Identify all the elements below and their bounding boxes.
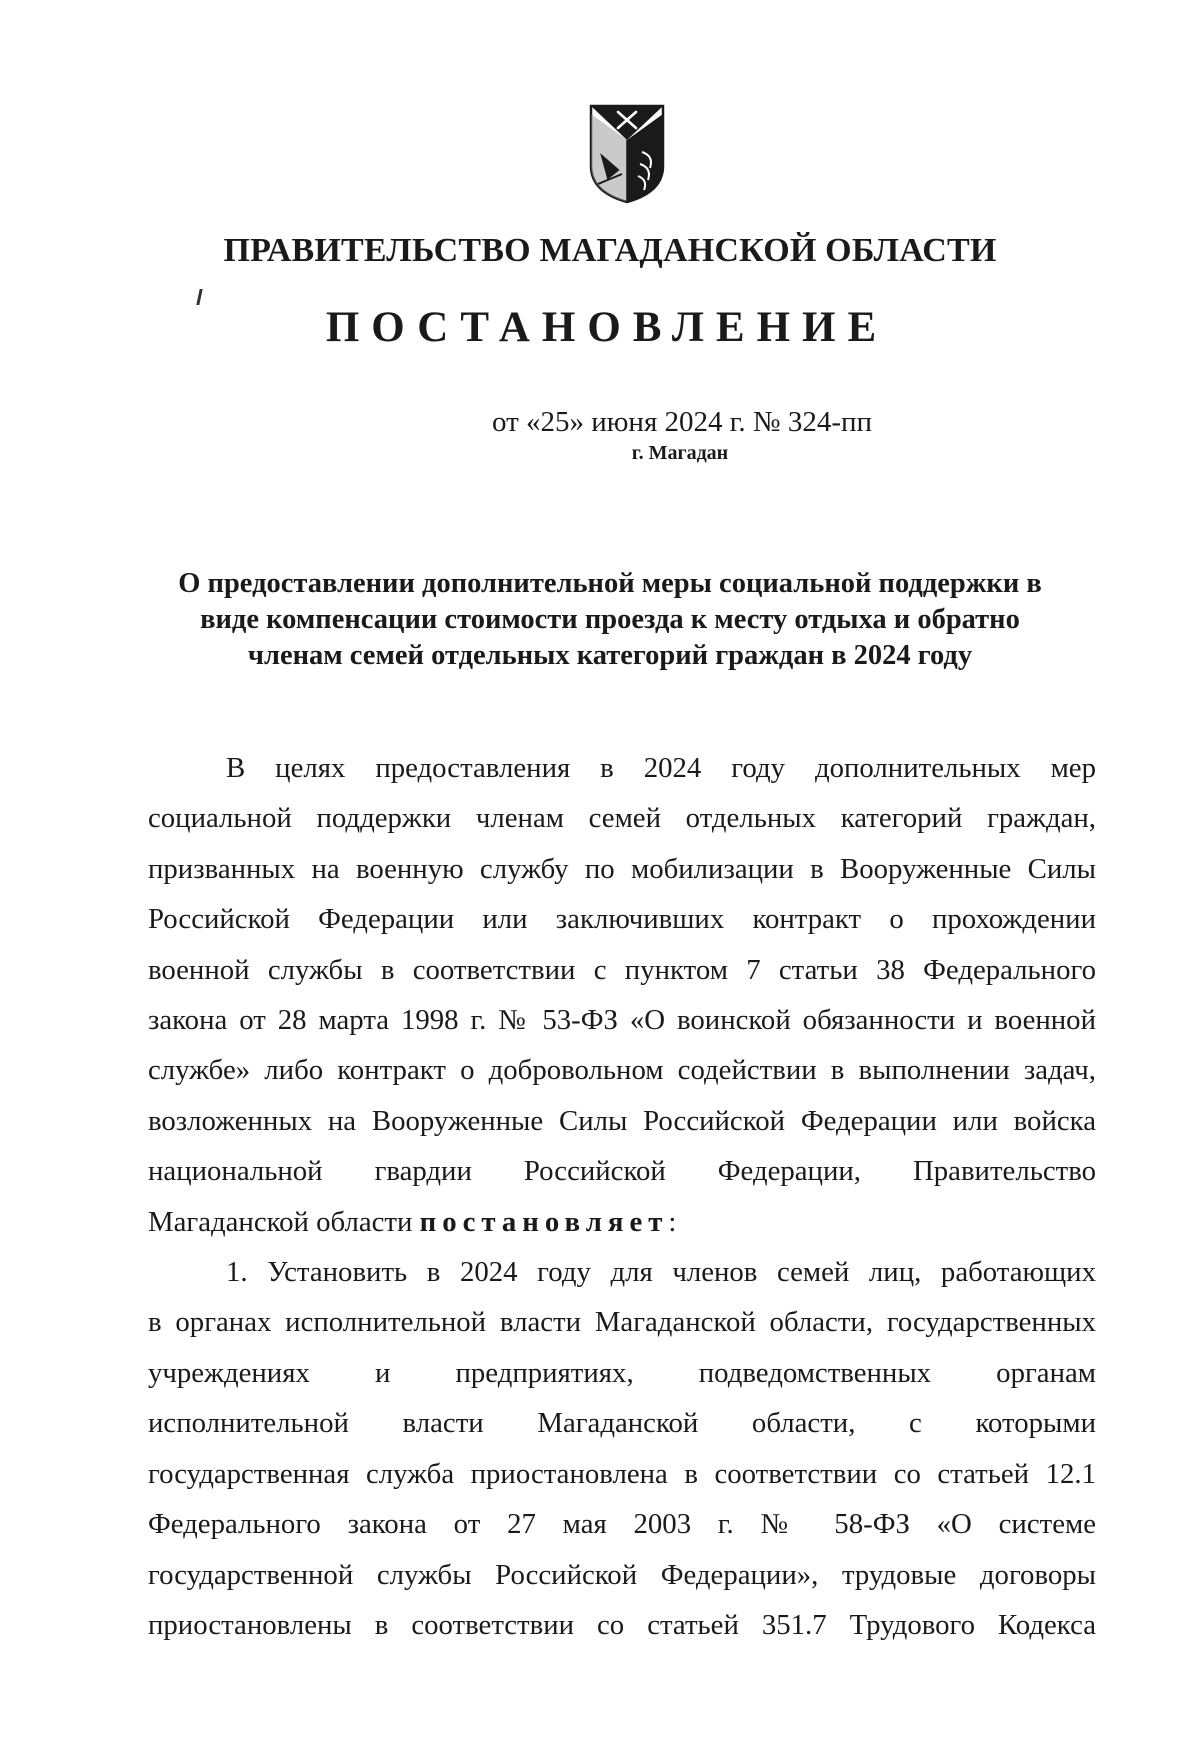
resolution-verb: постановляет: [419, 1205, 669, 1238]
date-number: от «25» июня 2024 г. № 324-пп: [491, 406, 873, 438]
subject-line: О предоставлении дополнительной меры социальной поддержки в: [178, 568, 1042, 599]
body-line: национальной гвардии Российской Федерации, Правительство: [148, 1155, 1096, 1188]
document-type: ПОСТАНОВЛЕНИЕ: [325, 304, 889, 351]
organization-title: ПРАВИТЕЛЬСТВО МАГАДАНСКОЙ ОБЛАСТИ: [223, 232, 997, 269]
body-line-final: [148, 1197, 1096, 1247]
document-subject: [150, 566, 1070, 674]
body-line: В целях предоставления в 2024 году дополнительных мер: [226, 752, 1096, 784]
body-line: исполнительной власти Магаданской области, с которыми: [148, 1407, 1096, 1440]
body-line: возложенных на Вооруженные Силы Российской Федерации или войска: [148, 1104, 1096, 1137]
body-line: приостановлены в соответствии со статьей 351.7 Трудового Кодекса: [148, 1608, 1096, 1641]
body-line: военной службы в соответствии с пунктом 7 статьи 38 Федерального: [148, 953, 1096, 986]
body-text: Магаданской области: [148, 1205, 413, 1238]
document-body: [148, 743, 1096, 1650]
body-line: государственная служба приостановлена в соответствии со статьей 12.1: [148, 1457, 1096, 1490]
coat-of-arms-icon: [588, 104, 666, 204]
body-line: призванных на военную службу по мобилизации в Вооруженные Силы: [148, 852, 1096, 885]
body-text: :: [668, 1205, 677, 1238]
item-1-paragraph: [148, 1247, 1096, 1650]
body-line: государственной службы Российской Федерации», трудовые договоры: [148, 1558, 1096, 1591]
city: г. Магадан: [631, 442, 729, 464]
body-line: в органах исполнительной власти Магаданской области, государственных: [148, 1306, 1096, 1339]
subject-line: членам семей отдельных категорий граждан в 2024 году: [247, 640, 973, 671]
body-line: 1. Установить в 2024 году для членов семей лиц, работающих: [226, 1256, 1096, 1289]
body-line: Российской Федерации или заключивших контракт о прохождении: [148, 903, 1096, 936]
body-line: службе» либо контракт о добровольном содействии в выполнении задач,: [148, 1054, 1096, 1087]
preamble-paragraph: [148, 743, 1096, 1247]
body-line: закона от 28 марта 1998 г. № 53-ФЗ «О воинской обязанности и военной: [148, 1004, 1096, 1037]
body-line: учреждениях и предприятиях, подведомственных органам: [148, 1356, 1096, 1389]
body-line: Федерального закона от 27 мая 2003 г. № 58-ФЗ «О системе: [148, 1508, 1096, 1541]
body-line: социальной поддержки членам семей отдельных категорий граждан,: [148, 802, 1096, 835]
subject-line: виде компенсации стоимости проезда к месту отдыха и обратно: [200, 604, 1020, 635]
